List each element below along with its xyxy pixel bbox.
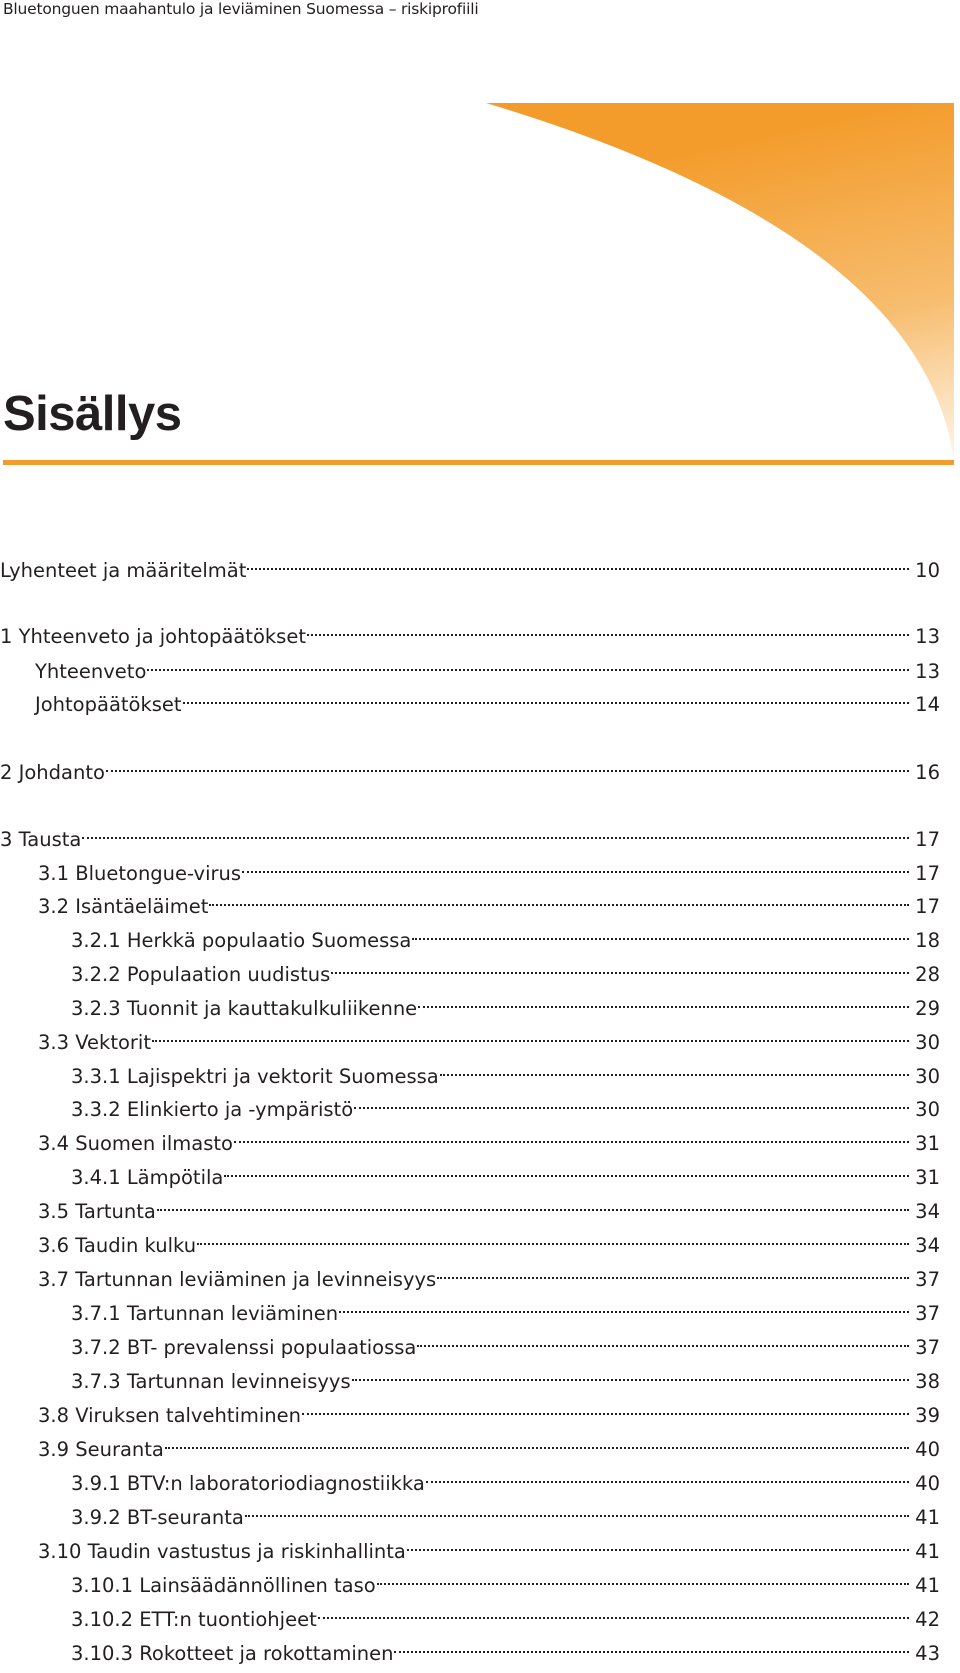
toc-page-number: 31	[915, 1132, 940, 1155]
toc-page-number: 13	[915, 660, 940, 683]
toc-page-number: 30	[915, 1098, 940, 1121]
toc-entry[interactable]	[0, 1152, 940, 1189]
toc-entry-label: 2 Johdanto	[0, 761, 105, 784]
toc-page-number: 38	[915, 1370, 940, 1393]
dot-leader	[106, 747, 912, 779]
dot-leader	[165, 1424, 912, 1456]
dot-leader	[302, 1390, 912, 1422]
toc-page-number: 41	[915, 1574, 940, 1597]
toc-entry[interactable]	[0, 1186, 940, 1223]
toc-entry[interactable]	[0, 1084, 940, 1121]
toc-page-number: 40	[915, 1472, 940, 1495]
toc-page-number: 34	[915, 1200, 940, 1223]
toc-entry-label: 3.7 Tartunnan leviäminen ja levinneisyys	[38, 1268, 437, 1291]
dot-leader	[247, 545, 912, 577]
toc-page-number: 14	[915, 693, 940, 716]
toc-entry[interactable]	[0, 1526, 940, 1563]
toc-entry-label: 3.9.2 BT-seuranta	[71, 1506, 244, 1529]
dot-leader	[394, 1628, 912, 1660]
toc-entry-label: 3.4.1 Lämpötila	[71, 1166, 224, 1189]
toc-entry[interactable]	[0, 1254, 940, 1291]
toc-page-number: 16	[915, 761, 940, 784]
dot-leader	[318, 1594, 912, 1626]
toc-entry-label: 3.2.2 Populaation uudistus	[71, 963, 331, 986]
toc-entry[interactable]	[0, 1594, 940, 1631]
dot-leader	[242, 848, 912, 880]
dot-leader	[417, 1322, 912, 1354]
toc-entry[interactable]	[0, 1628, 940, 1665]
toc-page-number: 17	[915, 862, 940, 885]
dot-leader	[354, 1084, 912, 1116]
toc-entry[interactable]	[0, 1390, 940, 1427]
toc-entry-label: 3.9.1 BTV:n laboratoriodiagnostiikka	[71, 1472, 425, 1495]
toc-entry[interactable]	[0, 679, 940, 716]
toc-page-number: 13	[915, 625, 940, 648]
toc-page-number: 37	[915, 1336, 940, 1359]
dot-leader	[307, 611, 912, 643]
toc-entry[interactable]	[0, 848, 940, 885]
dot-leader	[377, 1560, 912, 1592]
dot-leader	[197, 1220, 912, 1252]
dot-leader	[352, 1356, 913, 1388]
toc-page-number: 37	[915, 1302, 940, 1325]
toc-entry[interactable]	[0, 1560, 940, 1597]
toc-page-number: 29	[915, 997, 940, 1020]
toc-entry[interactable]	[0, 1017, 940, 1054]
dot-leader	[209, 881, 912, 913]
dot-leader	[440, 1051, 912, 1083]
page-title: Sisällys	[3, 387, 182, 441]
toc-page-number: 17	[915, 895, 940, 918]
toc-entry-label: 3.6 Taudin kulku	[38, 1234, 197, 1257]
running-header: Bluetonguen maahantulo ja leviäminen Suomessa – riskiprofiili	[3, 0, 479, 18]
toc-entry[interactable]	[0, 1458, 940, 1495]
toc-page-number: 40	[915, 1438, 940, 1461]
toc-entry-label: 3.5 Tartunta	[38, 1200, 156, 1223]
toc-entry-label: 3.7.1 Tartunnan leviäminen	[71, 1302, 339, 1325]
toc-entry[interactable]	[0, 646, 940, 683]
toc-entry-label: 3.2 Isäntäeläimet	[38, 895, 209, 918]
toc-entry-label: 3.7.3 Tartunnan levinneisyys	[71, 1370, 351, 1393]
toc-entry[interactable]	[0, 747, 940, 784]
dot-leader	[437, 1254, 912, 1286]
toc-entry[interactable]	[0, 611, 940, 648]
toc-page-number: 17	[915, 828, 940, 851]
toc-entry[interactable]	[0, 1118, 940, 1155]
toc-entry-label: 3.7.2 BT- prevalenssi populaatiossa	[71, 1336, 417, 1359]
toc-entry[interactable]	[0, 1492, 940, 1529]
toc-entry[interactable]	[0, 915, 940, 952]
toc-page-number: 31	[915, 1166, 940, 1189]
toc-entry-label: 3.10 Taudin vastustus ja riskinhallinta	[38, 1540, 406, 1563]
toc-entry-label: 3.3 Vektorit	[38, 1031, 151, 1054]
toc-entry[interactable]	[0, 545, 940, 582]
dot-leader	[157, 1186, 912, 1218]
dot-leader	[147, 646, 912, 678]
toc-page-number: 34	[915, 1234, 940, 1257]
dot-leader	[339, 1288, 912, 1320]
toc-entry-label: 3.10.1 Lainsäädännöllinen taso	[71, 1574, 376, 1597]
toc-entry-label: 3 Tausta	[0, 828, 82, 851]
dot-leader	[245, 1492, 912, 1524]
toc-entry-label: 3.9 Seuranta	[38, 1438, 164, 1461]
toc-entry-label: 3.10.2 ETT:n tuontiohjeet	[71, 1608, 317, 1631]
toc-page-number: 30	[915, 1031, 940, 1054]
toc-entry-label: 3.8 Viruksen talvehtiminen	[38, 1404, 302, 1427]
toc-entry[interactable]	[0, 1424, 940, 1461]
dot-leader	[82, 814, 912, 846]
toc-entry[interactable]	[0, 983, 940, 1020]
toc-entry[interactable]	[0, 1220, 940, 1257]
dot-leader	[426, 1458, 912, 1490]
dot-leader	[331, 949, 912, 981]
toc-entry-label: 1 Yhteenveto ja johtopäätökset	[0, 625, 306, 648]
toc-entry-label: 3.2.3 Tuonnit ja kauttakulkuliikenne	[71, 997, 418, 1020]
toc-entry[interactable]	[0, 881, 940, 918]
toc-entry-label: 3.4 Suomen ilmasto	[38, 1132, 233, 1155]
toc-entry-label: 3.2.1 Herkkä populaatio Suomessa	[71, 929, 412, 952]
toc-entry-label: Johtopäätökset	[35, 693, 182, 716]
dot-leader	[407, 1526, 912, 1558]
toc-entry[interactable]	[0, 1288, 940, 1325]
toc-page-number: 37	[915, 1268, 940, 1291]
toc-entry-label: Lyhenteet ja määritelmät	[0, 559, 247, 582]
dot-leader	[183, 679, 913, 711]
title-underline	[3, 460, 954, 465]
toc-entry-label: 3.1 Bluetongue-virus	[38, 862, 242, 885]
toc-page-number: 42	[915, 1608, 940, 1631]
toc-page-number: 18	[915, 929, 940, 952]
toc-entry[interactable]	[0, 1322, 940, 1359]
dot-leader	[152, 1017, 912, 1049]
dot-leader	[224, 1152, 912, 1184]
toc-entry[interactable]	[0, 1051, 940, 1088]
toc-entry-label: Yhteenveto	[35, 660, 147, 683]
toc-page-number: 43	[915, 1642, 940, 1665]
toc-entry-label: 3.3.2 Elinkierto ja -ympäristö	[71, 1098, 354, 1121]
toc-page-number: 41	[915, 1540, 940, 1563]
dot-leader	[234, 1118, 912, 1150]
toc-entry-label: 3.3.1 Lajispektri ja vektorit Suomessa	[71, 1065, 439, 1088]
dot-leader	[412, 915, 912, 947]
toc-entry[interactable]	[0, 814, 940, 851]
toc-page-number: 41	[915, 1506, 940, 1529]
toc-page-number: 28	[915, 963, 940, 986]
toc-page-number: 39	[915, 1404, 940, 1427]
dot-leader	[418, 983, 912, 1015]
toc-entry[interactable]	[0, 1356, 940, 1393]
toc-page-number: 30	[915, 1065, 940, 1088]
toc-page-number: 10	[915, 559, 940, 582]
toc-entry-label: 3.10.3 Rokotteet ja rokottaminen	[71, 1642, 394, 1665]
toc-entry[interactable]	[0, 949, 940, 986]
